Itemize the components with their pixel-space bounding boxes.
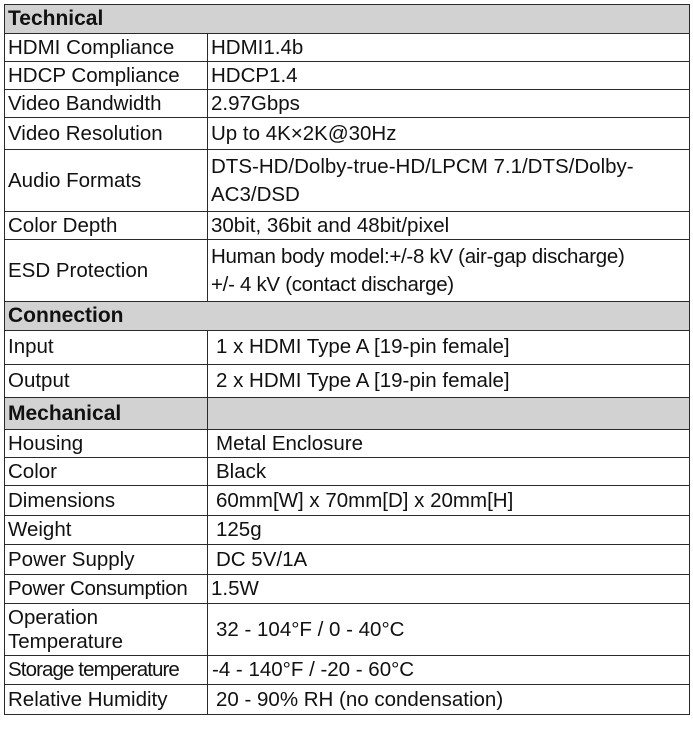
spec-value: 125g bbox=[208, 516, 690, 545]
spec-value: Up to 4K×2K@30Hz bbox=[208, 118, 690, 150]
connection-section bbox=[4, 301, 690, 399]
table-row bbox=[5, 575, 690, 604]
table-row bbox=[5, 364, 690, 398]
section-heading: Connection bbox=[5, 301, 690, 330]
technical-section bbox=[4, 4, 690, 302]
spec-value: 32 - 104°F / 0 - 40°C bbox=[208, 604, 690, 656]
section-heading-blank bbox=[208, 398, 690, 430]
section-header-mechanical bbox=[5, 398, 690, 430]
section-header-connection bbox=[5, 301, 690, 330]
spec-value-line: Human body model:+/-8 kV (air-gap discharge) bbox=[211, 244, 625, 268]
section-heading: Mechanical bbox=[5, 398, 208, 430]
spec-value-line: +/- 4 kV (contact discharge) bbox=[211, 272, 454, 296]
spec-label: Output bbox=[5, 364, 208, 398]
spec-label: Storage temperature bbox=[5, 656, 208, 685]
spec-value: 30bit, 36bit and 48bit/pixel bbox=[208, 212, 690, 240]
spec-label: HDMI Compliance bbox=[5, 34, 208, 62]
table-row bbox=[5, 604, 690, 656]
spec-label bbox=[5, 604, 208, 656]
spec-label: Dimensions bbox=[5, 486, 208, 516]
table-row bbox=[5, 212, 690, 240]
section-heading: Technical bbox=[5, 5, 690, 34]
table-row bbox=[5, 34, 690, 62]
spec-label: Audio Formats bbox=[5, 150, 208, 212]
spec-value: DC 5V/1A bbox=[208, 545, 690, 575]
spec-label: Input bbox=[5, 330, 208, 364]
table-row bbox=[5, 486, 690, 516]
table-row bbox=[5, 430, 690, 458]
spec-label: Power Supply bbox=[5, 545, 208, 575]
table-row bbox=[5, 150, 690, 212]
mechanical-section bbox=[4, 397, 690, 715]
spec-value: 1.5W bbox=[208, 575, 690, 604]
spec-value: 60mm[W] x 70mm[D] x 20mm[H] bbox=[208, 486, 690, 516]
specification-table bbox=[4, 4, 690, 715]
spec-value: HDMI1.4b bbox=[208, 34, 690, 62]
table-row bbox=[5, 118, 690, 150]
spec-label-line: Temperature bbox=[8, 629, 124, 653]
section-header-technical bbox=[5, 5, 690, 34]
spec-label: Weight bbox=[5, 516, 208, 545]
spec-label: Housing bbox=[5, 430, 208, 458]
spec-value: HDCP1.4 bbox=[208, 62, 690, 90]
table-row bbox=[5, 458, 690, 486]
spec-label-line: Operation bbox=[8, 605, 99, 629]
spec-value: 2 x HDMI Type A [19-pin female] bbox=[208, 364, 690, 398]
spec-value bbox=[208, 240, 690, 302]
spec-value: 2.97Gbps bbox=[208, 90, 690, 118]
table-row bbox=[5, 545, 690, 575]
spec-label: Relative Humidity bbox=[5, 685, 208, 715]
spec-label: Color bbox=[5, 458, 208, 486]
spec-label: Video Resolution bbox=[5, 118, 208, 150]
spec-value: 20 - 90% RH (no condensation) bbox=[208, 685, 690, 715]
table-row bbox=[5, 685, 690, 715]
spec-label: Power Consumption bbox=[5, 575, 208, 604]
spec-label: Color Depth bbox=[5, 212, 208, 240]
table-row bbox=[5, 516, 690, 545]
spec-label: HDCP Compliance bbox=[5, 62, 208, 90]
spec-value: Metal Enclosure bbox=[208, 430, 690, 458]
spec-label: ESD Protection bbox=[5, 240, 208, 302]
spec-value bbox=[208, 150, 690, 212]
table-row bbox=[5, 656, 690, 685]
spec-value: 1 x HDMI Type A [19-pin female] bbox=[208, 330, 690, 364]
spec-value-line: AC3/DSD bbox=[211, 182, 300, 206]
spec-value: Black bbox=[208, 458, 690, 486]
table-row bbox=[5, 330, 690, 364]
spec-value: -4 - 140°F / -20 - 60°C bbox=[208, 656, 690, 685]
table-row bbox=[5, 240, 690, 302]
table-row bbox=[5, 62, 690, 90]
spec-label: Video Bandwidth bbox=[5, 90, 208, 118]
spec-value-line: DTS-HD/Dolby-true-HD/LPCM 7.1/DTS/Dolby- bbox=[211, 154, 634, 178]
table-row bbox=[5, 90, 690, 118]
